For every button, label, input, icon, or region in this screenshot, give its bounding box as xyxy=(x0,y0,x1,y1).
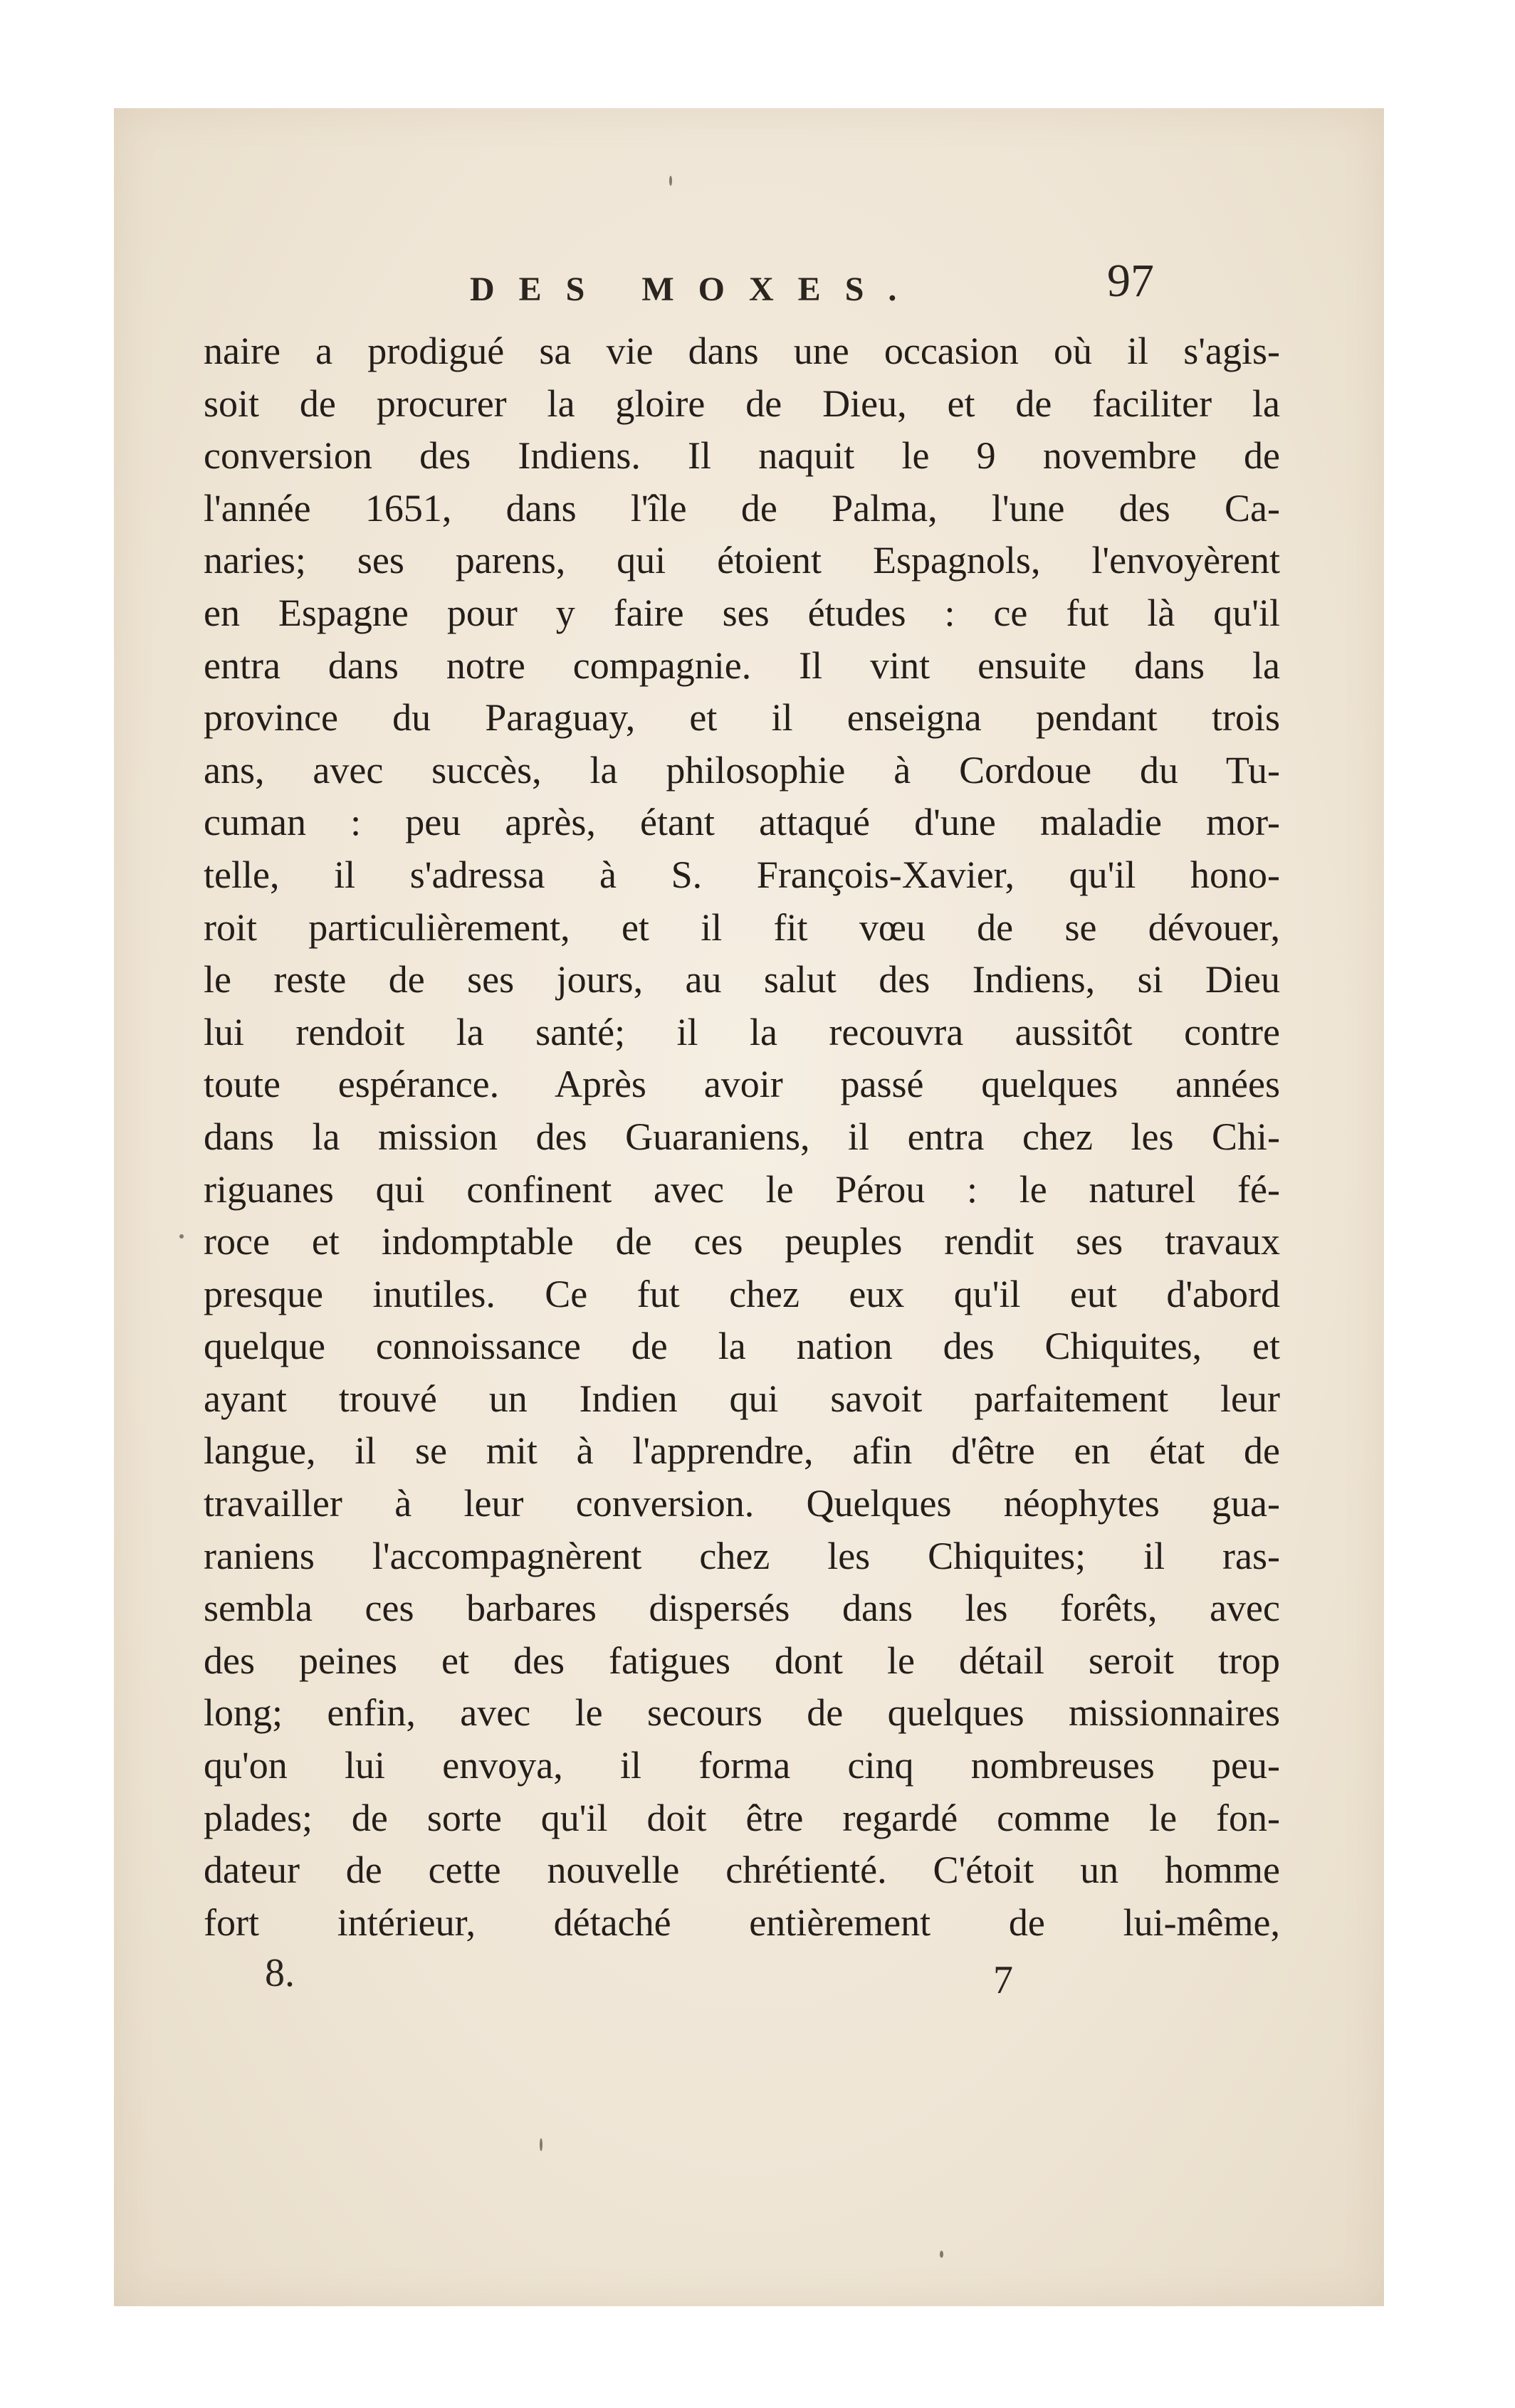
text-line: naries; ses parens, qui étoient Espagnols, l'envoyèrent xyxy=(204,539,1280,582)
paper-speck xyxy=(179,1234,184,1239)
text-line: quelque connoissance de la nation des Chiquites, et xyxy=(204,1325,1280,1368)
text-line: le reste de ses jours, au salut des Indiens, si Dieu xyxy=(204,958,1280,1001)
text-line: entra dans notre compagnie. Il vint ensuite dans la xyxy=(204,643,1280,687)
text-line: ans, avec succès, la philosophie à Cordoue du Tu- xyxy=(204,748,1280,792)
sheet-number: 7 xyxy=(993,1958,1013,2002)
text-line: conversion des Indiens. Il naquit le 9 novembre de xyxy=(204,434,1280,478)
text-line: lui rendoit la santé; il la recouvra aussitôt contre xyxy=(204,1010,1280,1053)
text-line: cuman : peu après, étant attaqué d'une maladie mor- xyxy=(204,801,1280,844)
text-line: langue, il se mit à l'apprendre, afin d'être en état de xyxy=(204,1429,1280,1473)
text-line: sembla ces barbares dispersés dans les forêts, avec xyxy=(204,1587,1280,1630)
text-line: raniens l'accompagnèrent chez les Chiquites; il ras- xyxy=(204,1534,1280,1577)
text-line: long; enfin, avec le secours de quelques missionnaires xyxy=(204,1691,1280,1735)
text-line: dateur de cette nouvelle chrétienté. C'étoit un homme xyxy=(204,1849,1280,1892)
text-line: presque inutiles. Ce fut chez eux qu'il eut d'abord xyxy=(204,1272,1280,1315)
paper-speck xyxy=(940,2251,943,2258)
paper-speck xyxy=(540,2138,542,2151)
book-page xyxy=(114,108,1384,2306)
text-line: toute espérance. Après avoir passé quelques années xyxy=(204,1063,1280,1106)
text-line: roit particulièrement, et il fit vœu de se dévouer, xyxy=(204,905,1280,949)
page-footer xyxy=(114,1950,1384,2014)
text-line: en Espagne pour y faire ses études : ce fut là qu'il xyxy=(204,591,1280,634)
text-line: ayant trouvé un Indien qui savoit parfaitement leur xyxy=(204,1377,1280,1420)
text-line: telle, il s'adressa à S. François-Xavier, qu'il hono- xyxy=(204,853,1280,896)
text-line: plades; de sorte qu'il doit être regardé comme le fon- xyxy=(204,1796,1280,1839)
text-line: dans la mission des Guaraniens, il entra chez les Chi- xyxy=(204,1115,1280,1158)
text-line: riguanes qui confinent avec le Pérou : le naturel fé- xyxy=(204,1167,1280,1211)
text-line: naire a prodigué sa vie dans une occasion où il s'agis- xyxy=(204,330,1280,372)
text-line: travailler à leur conversion. Quelques néophytes gua- xyxy=(204,1482,1280,1525)
text-line: province du Paraguay, et il enseigna pendant trois xyxy=(204,696,1280,740)
text-line: fort intérieur, détaché entièrement de lui-même, xyxy=(204,1900,1280,1944)
text-line: soit de procurer la gloire de Dieu, et de faciliter la xyxy=(204,382,1280,425)
signature-mark: 8. xyxy=(265,1951,295,1995)
page-header xyxy=(114,254,1384,318)
text-line: roce et indomptable de ces peuples rendit ses travaux xyxy=(204,1220,1280,1263)
body-text xyxy=(204,325,1280,1949)
text-line: qu'on lui envoya, il forma cinq nombreuses peu- xyxy=(204,1744,1280,1787)
page-number: 97 xyxy=(1107,255,1154,307)
text-line: l'année 1651, dans l'île de Palma, l'une des Ca- xyxy=(204,486,1280,530)
text-line: des peines et des fatigues dont le détail seroit trop xyxy=(204,1639,1280,1682)
paper-speck xyxy=(669,176,672,186)
running-head: DES MOXES. xyxy=(470,270,921,308)
